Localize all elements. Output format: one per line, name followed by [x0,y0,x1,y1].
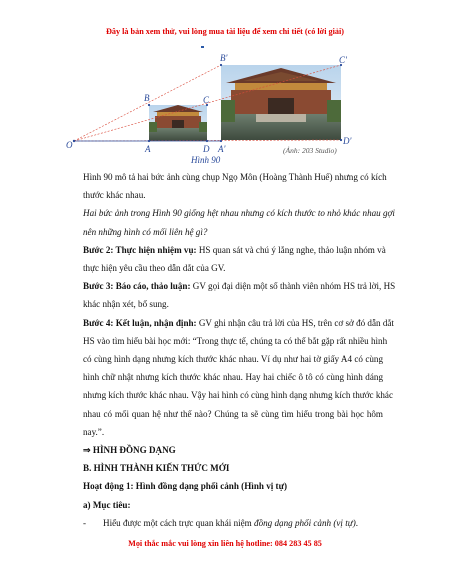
point-d [206,140,208,142]
decorative-dot [201,46,204,48]
text-line: HS vào tìm hiểu bài học mới: “Trong thực tế, chúng ta có thể bắt gặp rất nhiều hình [83,335,388,346]
goal-text-em: đồng dạng phối cảnh (vị tự) [254,517,356,528]
activity-heading: Hoạt động 1: Hình đồng dạng phối cảnh (Hình vị tự) [83,481,288,492]
question-line: nên những hình có mối liên hệ gì? [83,226,208,237]
step2-text: HS quan sát và chú ý lắng nghe, thảo luận nhóm và [196,244,386,255]
hotline-banner: Mọi thắc mắc vui lòng xin liên hệ hotline: 084 283 45 85 [128,539,322,548]
conclusion-line: ⇒ HÌNH ĐỒNG DẠNG [83,445,176,456]
step2 [83,241,386,259]
point-b [148,104,150,106]
point-d2 [340,139,342,141]
question-line: Hai bức ảnh trong Hình 90 giống hệt nhau nhưng có kích thước to nhỏ khác nhau gợi [83,208,395,219]
text-line: nhau có mối quan hệ như thế nào? Chúng ta sẽ cùng tìm hiểu trong bài học hôm [83,408,383,419]
point-a [148,140,150,142]
figure-credit: (Ảnh: 203 Studio) [283,146,337,155]
goal-item [83,514,383,532]
small-photo [149,105,207,141]
preview-banner: Đây là bản xem thử, vui lòng mua tài liệu để xem chi tiết (có lời giải) [105,27,344,36]
label-c2: C' [339,55,347,65]
point-a2 [220,140,222,142]
text-line: có cùng hình dạng nhưng kích thước khác nhau. Ví dụ như hai tờ giấy A4 có cùng [83,354,383,365]
step3-text: GV gọi đại diện một số thành viên nhóm HS trả lời, HS [190,281,396,292]
list-dash: - [83,517,87,528]
label-a: A [145,144,151,154]
label-a2: A' [218,144,226,154]
step2-heading: Bước 2: Thực hiện nhiệm vụ: [83,244,197,255]
label-d: D [203,144,210,154]
section-heading: B. HÌNH THÀNH KIẾN THỨC MỚI [83,463,230,474]
point-b2 [220,64,222,66]
label-b: B [144,93,150,103]
label-b2: B' [220,53,228,63]
step4-heading: Bước 4: Kết luận, nhận định: [83,317,197,328]
text-line: nay.”. [83,426,105,437]
step3 [83,277,396,295]
goal-text-post: . [355,517,359,528]
text-line: khác nhận xét, bổ sung. [83,299,169,310]
text-line: Hình 90 mô tả hai bức ảnh cùng chụp Ngọ Môn (Hoàng Thành Huế) nhưng có kích [83,172,387,182]
text-line: nhưng kích thước khác nhau. Vậy hai hình có cùng hình dạng nhưng kích thước khác [83,390,393,401]
homothety-figure [60,50,360,170]
label-o: O [66,140,73,150]
text-line: hình chữ nhật nhưng kích thước khác nhau. Hay hai chiếc ô tô có cùng hình dáng [83,372,383,383]
goal-heading: a) Mục tiêu: [83,499,131,510]
step4 [83,314,394,332]
label-d2: D' [343,136,352,146]
goal-text-pre: Hiểu được một cách trực quan khái niệm [103,517,255,528]
body-text [83,168,396,532]
label-c: C [203,95,210,105]
large-photo [221,65,341,140]
figure-caption: Hình 90 [191,155,221,165]
step3-heading: Bước 3: Báo cáo, thảo luận: [83,281,191,292]
text-line: thước khác nhau. [83,190,146,201]
point-o [73,140,75,142]
text-line: thực hiện yêu cầu theo dẫn dắt của GV. [83,263,226,274]
step4-text: GV ghi nhận câu trả lời của HS, trên cơ sở đó dẫn dắt [196,317,394,328]
